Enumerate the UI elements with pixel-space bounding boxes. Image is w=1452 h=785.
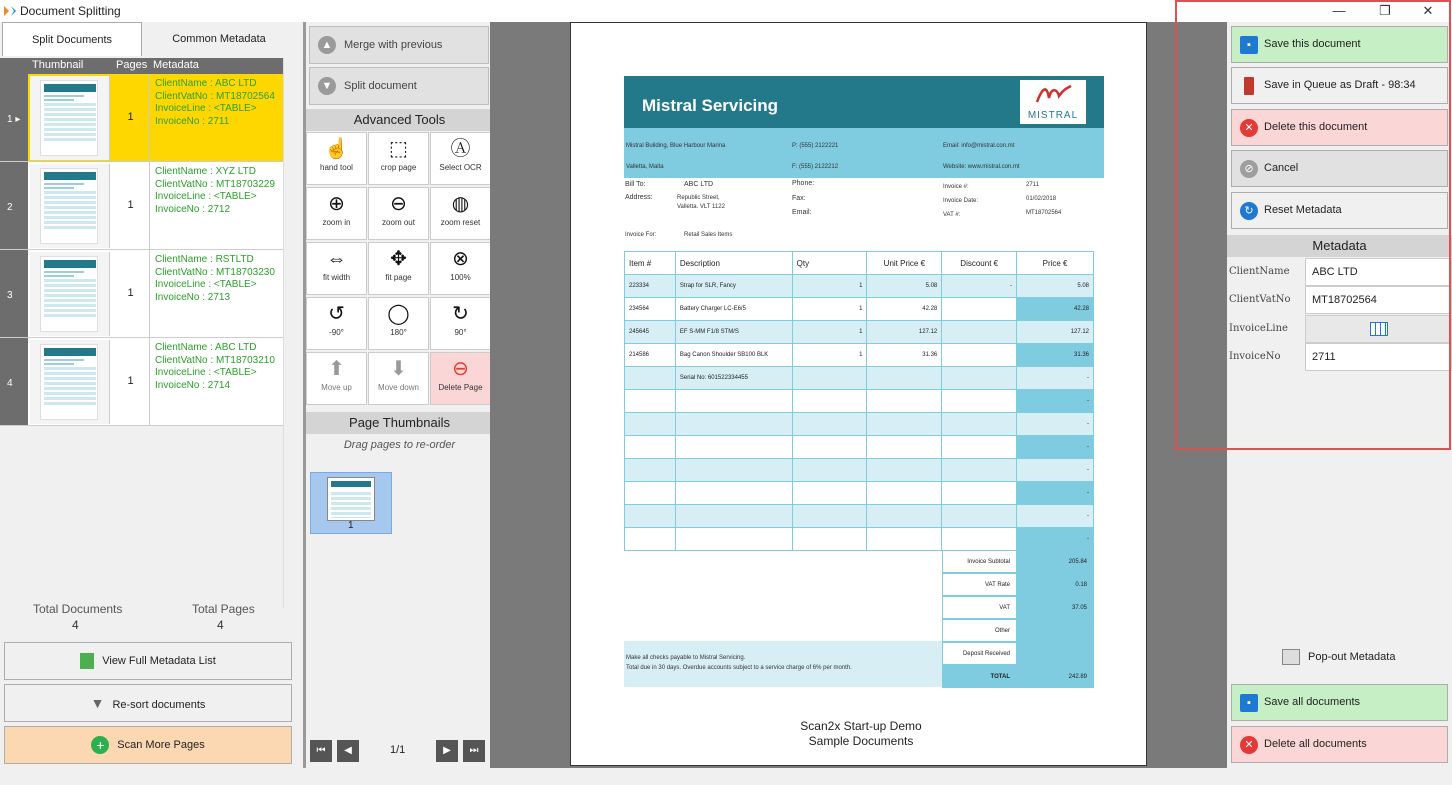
window-title: Document Splitting [20, 4, 121, 18]
page-count: 1 [112, 338, 150, 425]
invoice-page: Mistral Servicing MISTRAL Mistral Building, Blue Harbour Marina Valletta, Malta P: (555) 2122221 F: (555) 2122212 Email: info@mistral.con.mt Website: www.mistral.con.mt Bill To: ABC LTD Address: Republic Street, Valletta. VLT 1122 Phone: Fax: Email: Invoice #: 2711 Invoice Date: 01/02/2018 VAT #: MT18702564 Invoice For: Retail Sales Items Item # Description Qty Unit Price € Discount € Price € 223334 Strap for SLR, Fancy 1 5.08 - 5.08 234564 Battery Charger LC-E6/5 1 42.28 42.28 245645 EF S-MM F1/8 STM/S 1 127.12 127.12 214586 Bag Canon Shoulder SB100 BLK 1 31.36 31.36 Serial No: 601522334455 - - - - - - - - Invoice Subtotal 205.84 VAT Rate 0.18 VAT 37.05 Other Deposit Received TOTAL 242.89 Make all checks payable to Mistral Servicing. Total due in 30 days. Overdue accounts subject to a service charge of 6% per month. Scan2x Start-up Demo Sample Documents [570, 22, 1147, 766]
last-page-button[interactable]: ⏭ [463, 740, 485, 762]
minimize-button[interactable]: — [1332, 3, 1346, 18]
documents-panel [0, 22, 297, 768]
page-thumbnails-title: Page Thumbnails [306, 412, 493, 434]
document-thumbnail [30, 252, 110, 336]
move-down-icon: ⬇ [390, 358, 407, 380]
page-count: 1 [112, 162, 150, 249]
grid-header [0, 58, 283, 74]
invoice-header [624, 76, 1104, 128]
invoice-footnote: Make all checks payable to Mistral Servicing. Total due in 30 days. Overdue accounts subject to a service charge of 6% per month. [624, 641, 942, 687]
cancel-icon: ⊘ [1240, 160, 1258, 178]
ocr-icon: Ⓐ [450, 138, 471, 160]
company-logo: MISTRAL [1020, 80, 1086, 124]
horizontal-scrollbar[interactable] [0, 582, 283, 596]
tools-panel [303, 22, 490, 768]
fit-page-icon: ✥ [390, 248, 407, 270]
cancel-button[interactable]: ⊘ Cancel [1231, 150, 1448, 187]
zoom-out-icon: ⊖ [390, 193, 407, 215]
zoom-in-icon: ⊕ [328, 193, 345, 215]
view-metadata-button[interactable]: View Full Metadata List [4, 642, 292, 680]
invoiceno-field[interactable]: 2711 [1305, 343, 1452, 371]
logo-mark-icon [1033, 82, 1073, 106]
row-metadata: ClientName : ABC LTD ClientVatNo : MT18703210 InvoiceLine : <TABLE> InvoiceNo : 2714 [155, 342, 275, 391]
rotate-180-button[interactable]: ◯ 180° [368, 297, 429, 350]
zoom-out-button[interactable]: ⊖ zoom out [368, 187, 429, 240]
resort-button[interactable]: ▼ Re-sort documents [4, 684, 292, 722]
select-ocr-button[interactable]: Ⓐ Select OCR [430, 132, 491, 185]
filter-icon: ▼ [90, 695, 105, 711]
clientname-field[interactable]: ABC LTD [1305, 258, 1452, 286]
row-metadata: ClientName : ABC LTD ClientVatNo : MT18702564 InvoiceLine : <TABLE> InvoiceNo : 2711 [155, 78, 275, 127]
row-header[interactable]: 1 ▸ [0, 74, 28, 161]
invoice-items-table: Item # Description Qty Unit Price € Discount € Price € 223334 Strap for SLR, Fancy 1 5.08 - 5.08 234564 Battery Charger LC-E6/5 1 42.28 42.28 245645 EF S-MM F1/8 STM/S 1 127.12 127.12 214586 Bag Canon Shoulder SB100 BLK 1 31.36 31.36 Serial No: 601522334455 - - - - - - - - [624, 251, 1094, 551]
close-button[interactable]: ✕ [1422, 3, 1434, 18]
delete-page-button[interactable]: ⊖ Delete Page [430, 352, 491, 405]
move-up-button[interactable]: ⬆ Move up [306, 352, 367, 405]
document-thumbnail [30, 76, 110, 160]
total-documents-value: 4 [72, 618, 79, 632]
total-pages-label: Total Pages [192, 602, 255, 616]
hand-tool-button[interactable]: ☝ hand tool [306, 132, 367, 185]
save-icon: ▪ [1240, 36, 1258, 54]
page-count: 1 [112, 250, 150, 337]
total-documents-label: Total Documents [33, 602, 123, 616]
reset-metadata-button[interactable]: ↻ Reset Metadata [1231, 192, 1448, 229]
col-thumbnail[interactable]: Thumbnail [32, 59, 84, 71]
hand-icon: ☝ [324, 138, 349, 160]
invoice-contact-band: Mistral Building, Blue Harbour Marina Valletta, Malta P: (555) 2122221 F: (555) 2122212 Email: info@mistral.con.mt Website: www.mistral.con.mt [624, 128, 1104, 178]
refresh-icon: ↻ [1240, 202, 1258, 220]
app-icon [2, 3, 18, 19]
row-metadata: ClientName : XYZ LTD ClientVatNo : MT18703229 InvoiceLine : <TABLE> InvoiceNo : 2712 [155, 166, 275, 215]
page-thumbnail-number: 1 [348, 520, 354, 531]
crop-icon: ⬚ [389, 138, 408, 160]
add-icon: + [91, 736, 109, 754]
table-row[interactable] [0, 338, 283, 426]
previous-page-button[interactable]: ◀ [337, 740, 359, 762]
scan-more-button[interactable]: + Scan More Pages [4, 726, 292, 764]
row-header[interactable]: 4 [0, 338, 28, 425]
merge-button[interactable]: ▲ Merge with previous [309, 26, 489, 64]
popout-metadata-button[interactable]: Pop-out Metadata [1282, 649, 1395, 665]
zoom-100-button[interactable]: ⊗ 100% [430, 242, 491, 295]
rotate-180-icon: ◯ [387, 303, 410, 325]
tab-split-documents[interactable]: Split Documents [2, 22, 142, 56]
advanced-tools-title: Advanced Tools [306, 109, 493, 131]
rotate-right-button[interactable]: ↻ 90° [430, 297, 491, 350]
move-down-button[interactable]: ⬇ Move down [368, 352, 429, 405]
col-metadata[interactable]: Metadata [153, 59, 199, 71]
next-page-button[interactable]: ▶ [436, 740, 458, 762]
save-all-button[interactable]: ▪ Save all documents [1231, 684, 1448, 721]
actual-size-icon: ⊗ [452, 248, 469, 270]
zoom-reset-icon: ◍ [451, 193, 470, 215]
list-icon [80, 653, 94, 669]
row-header[interactable]: 3 [0, 250, 28, 337]
arrow-down-icon: ▼ [318, 77, 336, 95]
col-pages[interactable]: Pages [116, 59, 148, 71]
metadata-title: Metadata [1227, 235, 1452, 257]
delete-document-button[interactable]: ✕ Delete this document [1231, 109, 1448, 146]
delete-all-button[interactable]: ✕ Delete all documents [1231, 726, 1448, 763]
field-label: ClientVatNo [1229, 294, 1291, 305]
arrow-up-icon: ▲ [318, 36, 336, 54]
table-row[interactable] [0, 162, 283, 250]
crop-page-button[interactable]: ⬚ crop page [368, 132, 429, 185]
document-thumbnail [30, 340, 110, 424]
rotate-right-icon: ↻ [452, 303, 469, 325]
invoice-company: Mistral Servicing [642, 96, 779, 115]
delete-icon: ✕ [1240, 736, 1258, 754]
page-thumbnail[interactable] [310, 472, 392, 534]
delete-icon: ⊖ [452, 358, 469, 380]
move-up-icon: ⬆ [328, 358, 345, 380]
field-label: InvoiceLine [1229, 323, 1288, 334]
document-viewer[interactable] [490, 22, 1227, 768]
split-button[interactable]: ▼ Split document [309, 67, 489, 105]
field-label: InvoiceNo [1229, 351, 1281, 362]
vertical-scrollbar[interactable] [283, 58, 297, 608]
row-header[interactable]: 2 [0, 162, 28, 249]
fit-width-icon: ⇔ [326, 248, 347, 270]
clientvatno-field[interactable]: MT18702564 [1305, 286, 1452, 314]
zoom-reset-button[interactable]: ◍ zoom reset [430, 187, 491, 240]
demo-caption: Scan2x Start-up Demo Sample Documents [800, 719, 922, 748]
zoom-in-button[interactable]: ⊕ zoom in [306, 187, 367, 240]
rotate-left-button[interactable]: ↺ -90° [306, 297, 367, 350]
table-row[interactable] [0, 74, 283, 162]
row-metadata: ClientName : RSTLTD ClientVatNo : MT18703230 InvoiceLine : <TABLE> InvoiceNo : 2713 [155, 254, 275, 303]
save-draft-button[interactable]: Save in Queue as Draft - 98:34 [1231, 67, 1448, 104]
save-document-button[interactable]: ▪ Save this document [1231, 26, 1448, 63]
fit-width-button[interactable]: ⇔ fit width [306, 242, 367, 295]
highlight-outline [1175, 0, 1451, 450]
tab-common-metadata[interactable]: Common Metadata [143, 22, 295, 56]
table-row[interactable] [0, 250, 283, 338]
window-icon [1282, 649, 1300, 665]
delete-icon: ✕ [1240, 119, 1258, 137]
drag-hint: Drag pages to re-order [343, 439, 456, 451]
fit-page-button[interactable]: ✥ fit page [368, 242, 429, 295]
page-count: 1 [112, 74, 150, 161]
first-page-button[interactable]: ⏮ [310, 740, 332, 762]
total-pages-value: 4 [217, 618, 224, 632]
field-label: ClientName [1229, 266, 1290, 277]
rotate-left-icon: ↺ [328, 303, 345, 325]
save-icon: ▪ [1240, 694, 1258, 712]
document-thumbnail [30, 164, 110, 248]
restore-button[interactable]: ❐ [1379, 3, 1391, 18]
page-indicator: 1/1 [390, 744, 406, 756]
